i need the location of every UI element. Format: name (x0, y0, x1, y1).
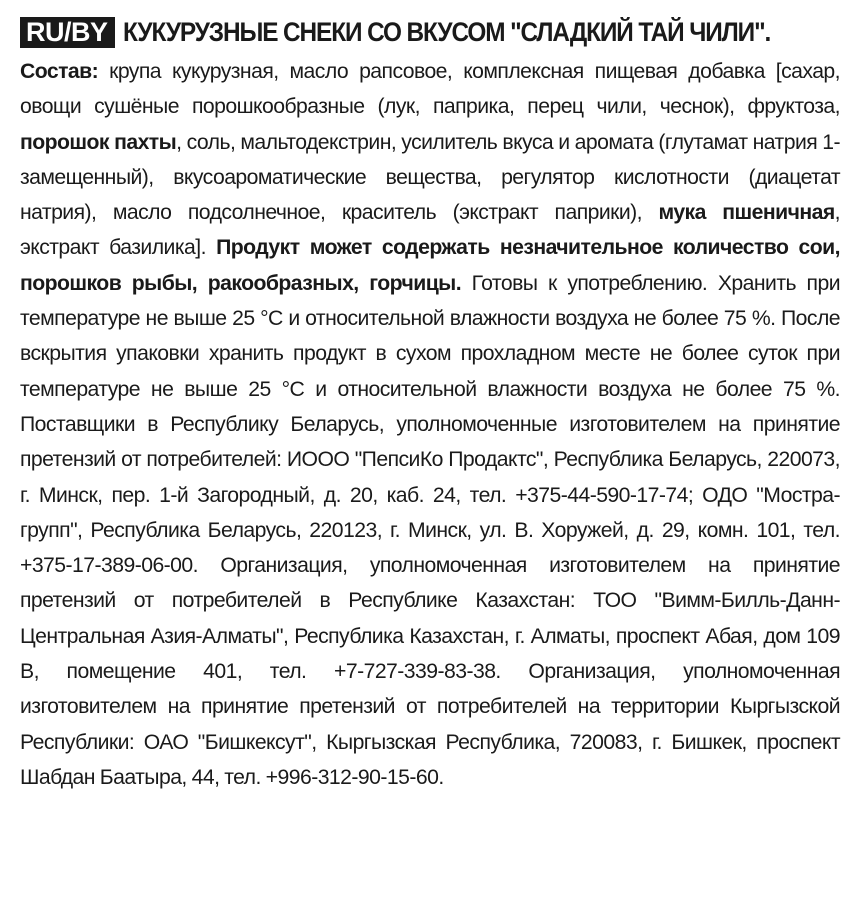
label-header (20, 14, 840, 50)
suppliers-text: Поставщики в Республику Беларусь, уполномоченные изготовителем на принятие претензий от потребителей: ИООО "ПепсиКо Продактс", Республика Беларусь, 220073, г. Минск, пер. 1-й Загородный, д. 20, каб. 24, тел. +375-44-590-17-74; ОДО "Мостра-групп", Республика Беларусь, 220123, г. Минск, ул. В. Хоружей, д. 29, комн. 101, тел. +375-17-389-06-00. (20, 412, 840, 578)
composition-label: Состав: (20, 60, 99, 83)
label-body (20, 54, 840, 795)
allergen-buttermilk: порошок пахты (20, 130, 177, 154)
composition-text-3: , экстракт базилика]. (20, 201, 841, 260)
storage-text: Готовы к употреблению. Хранить при температуре не выше 25 °С и относительной влажности воздуха не более 75 %. После вскрытия упаковки хранить продукт в сухом прохладном месте не более суток при температуре не выше 25 °С и относительной влажности воздуха не более 75 %. (20, 271, 840, 401)
kyrgyzstan-organization: Организация, уполномоченная изготовителем на принятие претензий от потребителей на территории Кыргызской Республики: ОАО "Бишкексут", Кыргызская Республика, 720083, г. Бишкек, проспект Шабдан Баатыра, 44, тел. +996-312-90-15-60. (20, 660, 841, 789)
product-title: КУКУРУЗНЫЕ СНЕКИ СО ВКУСОМ "СЛАДКИЙ ТАЙ ЧИЛИ". (122, 16, 770, 47)
composition-text-2: , соль, мальтодекстрин, усилитель вкуса и аромата (глутамат натрия 1-замещенный), вкусоароматические вещества, регулятор кислотности (диацетат натрия), масло подсолнечное, краситель (экстракт паприки), (20, 130, 840, 225)
composition-text-1: крупа кукурузная, масло рапсовое, комплексная пищевая добавка [сахар, овощи сушёные порошкообразные (лук, паприка, перец чили, чеснок), фруктоза, (20, 60, 840, 119)
allergen-wheat-flour: мука пшеничная (658, 201, 835, 225)
allergen-warning: Продукт может содержать незначительное количество сои, порошков рыбы, ракообразных, горчицы. (20, 236, 840, 295)
product-label (20, 14, 840, 795)
language-badge: RU/BY (20, 17, 115, 48)
kazakhstan-organization: Организация, уполномоченная изготовителем на принятие претензий от потребителей в Республике Казахстан: ТОО "Вимм-Билль-Данн-Центральная Азия-Алматы", Республика Казахстан, г. Алматы, проспект Абая, дом 109 В, помещение 401, тел. +7-727-339-83-38. (20, 554, 841, 684)
